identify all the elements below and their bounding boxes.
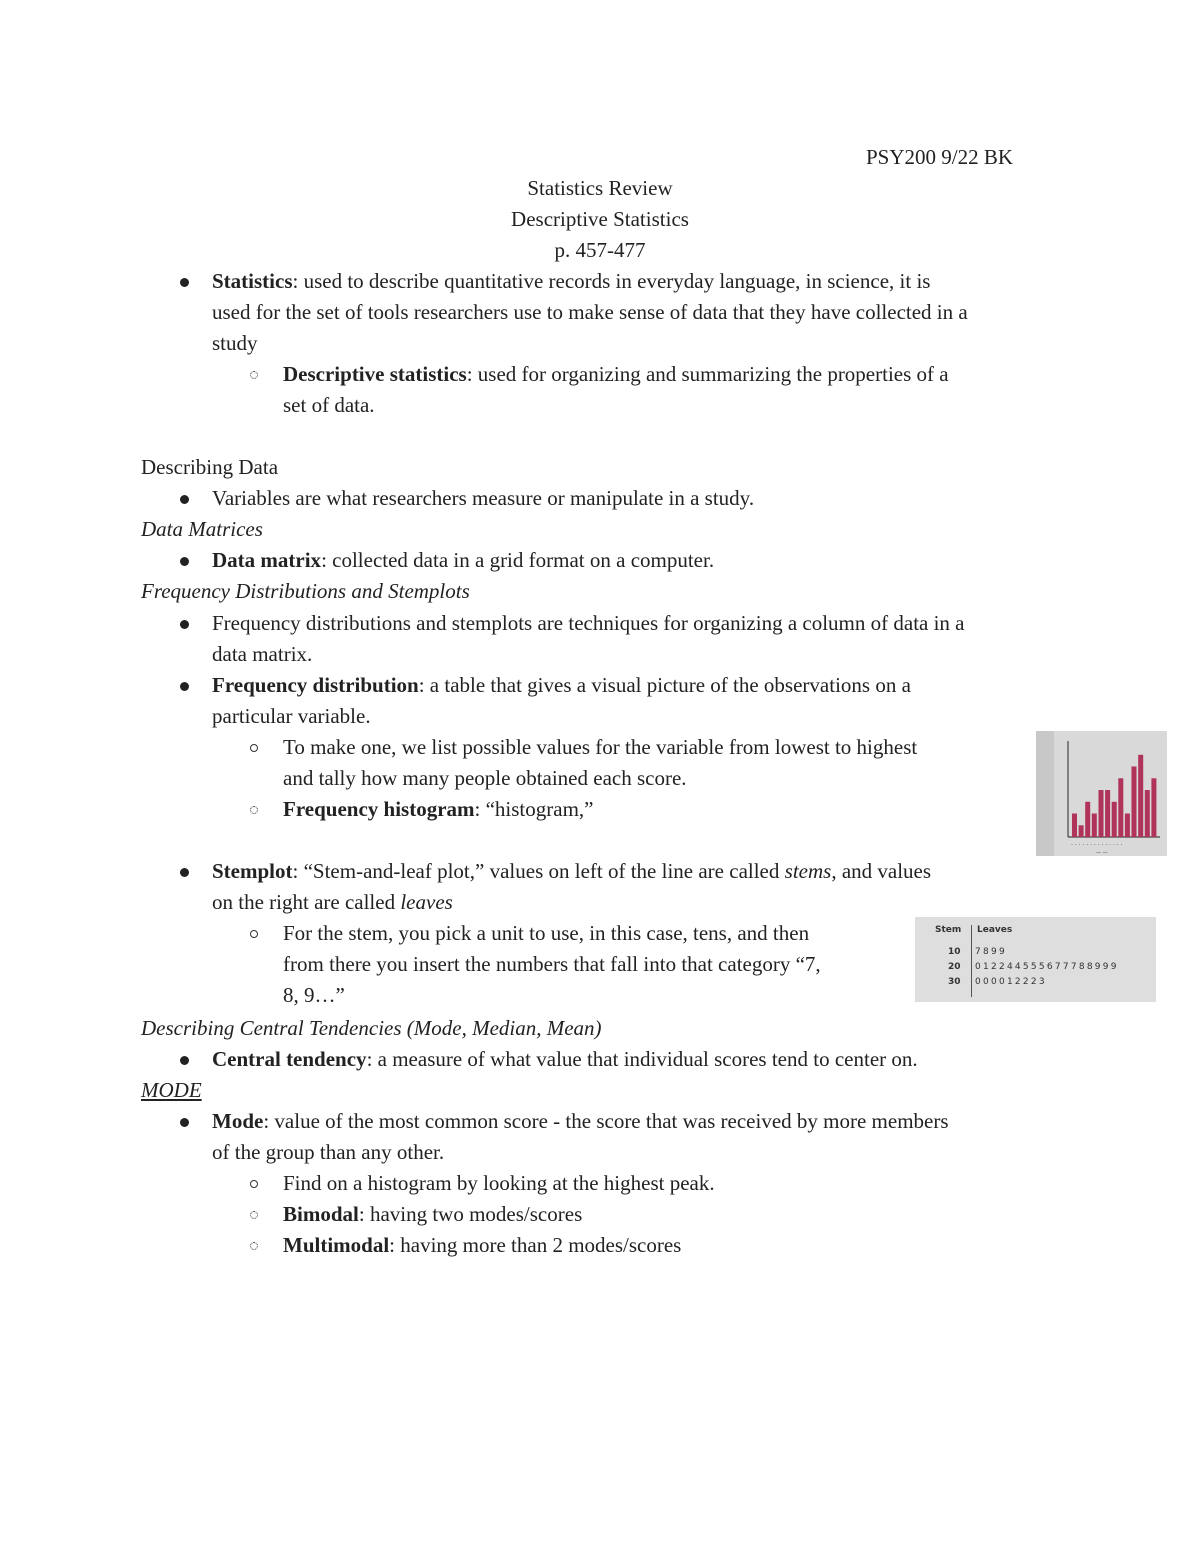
sub-bullet-icon (250, 1180, 258, 1188)
stemplot-sub-line3: 8, 9…” (283, 983, 345, 1007)
mode-def-line1: Mode: value of the most common score - the score that was received by more members (212, 1109, 949, 1133)
statistics-def-line1: Statistics: used to describe quantitative records in everyday language, in science, it is (212, 269, 931, 293)
descriptive-stats-line2: set of data. (283, 393, 375, 417)
stemplot-sub-line2: from there you insert the numbers that fall into that category “7, (283, 952, 821, 976)
leaves-value: 0 1 2 2 4 4 5 5 5 6 7 7 7 8 8 9 9 9 (975, 962, 1117, 972)
histogram-bar (1085, 802, 1090, 837)
bullet-icon (180, 1056, 189, 1065)
leaves-value: 0 0 0 0 1 2 2 2 3 (975, 977, 1045, 987)
stemplot-def-line1: Stemplot: “Stem-and-leaf plot,” values on left of the line are called stems, and values (212, 859, 932, 883)
mode-sub1: Find on a histogram by looking at the highest peak. (283, 1171, 715, 1195)
stem-divider (971, 925, 972, 997)
section-heading-central: Describing Central Tendencies (Mode, Median, Mean) (141, 1016, 602, 1040)
freq-sub1-line1: To make one, we list possible values for the variable from lowest to highest (283, 735, 918, 759)
mode-sub3: Multimodal: having more than 2 modes/scores (283, 1233, 682, 1257)
histogram-bar (1112, 802, 1117, 837)
sub-bullet-icon (250, 371, 258, 379)
svg-text:— —: — — (1096, 850, 1108, 856)
course-label: PSY200 9/22 BK (866, 145, 1014, 169)
bullet-icon (180, 682, 189, 691)
sub-bullet-icon (250, 930, 258, 938)
statistics-def-line2: used for the set of tools researchers use to make sense of data that they have collected in a (212, 300, 968, 324)
bullet-icon (180, 868, 189, 877)
histogram-chart (1036, 731, 1167, 856)
doc-subtitle: Descriptive Statistics (511, 207, 689, 231)
section-heading-describing-data: Describing Data (141, 455, 279, 479)
section-heading-mode: MODE (141, 1078, 202, 1102)
histogram-bar (1099, 790, 1104, 837)
variables-text: Variables are what researchers measure or manipulate in a study. (212, 486, 755, 510)
bullet-icon (180, 495, 189, 504)
leaves-value: 7 8 9 9 (975, 947, 1005, 957)
histogram-bar (1079, 825, 1084, 837)
freq-histogram-def: Frequency histogram: “histogram,” (283, 797, 594, 821)
stemplot-def-line2: on the right are called leaves (212, 890, 453, 914)
freq-intro-line1: Frequency distributions and stemplots are techniques for organizing a column of data in a (212, 611, 965, 635)
stemplot-image (915, 917, 1156, 1002)
bullet-icon (180, 278, 189, 287)
sub-bullet-icon (250, 744, 258, 752)
stemplot-sub-line1: For the stem, you pick a unit to use, in this case, tens, and then (283, 921, 810, 945)
mode-sub2: Bimodal: having two modes/scores (283, 1202, 583, 1226)
mode-def-line2: of the group than any other. (212, 1140, 445, 1164)
svg-text:· · · · · · · · · · · · · ·: · · · · · · · · · · · · · · (1071, 842, 1123, 849)
histogram-bar (1072, 814, 1077, 838)
freq-intro-line2: data matrix. (212, 642, 313, 666)
stem-header: Stem (935, 925, 962, 935)
central-tendency-def: Central tendency: a measure of what value that individual scores tend to center on. (212, 1047, 918, 1071)
bullet-icon (180, 557, 189, 566)
sub-bullet-icon (250, 806, 258, 814)
section-heading-data-matrices: Data Matrices (141, 517, 263, 541)
sub-bullet-icon (250, 1242, 258, 1250)
histogram-bar (1092, 814, 1097, 838)
sub-bullet-icon (250, 1211, 258, 1219)
bullet-icon (180, 620, 189, 629)
histogram-bar (1151, 778, 1156, 837)
histogram-image (1036, 731, 1167, 856)
stem-value: 30 (948, 977, 961, 987)
bullet-icon (180, 1118, 189, 1127)
descriptive-stats-line1: Descriptive statistics: used for organizing and summarizing the properties of a (283, 362, 949, 386)
freq-dist-def-line2: particular variable. (212, 704, 371, 728)
stem-value: 20 (948, 962, 961, 972)
statistics-def-line3: study (212, 331, 258, 355)
section-heading-frequency: Frequency Distributions and Stemplots (141, 579, 470, 603)
doc-title: Statistics Review (527, 176, 673, 200)
stem-value: 10 (948, 947, 961, 957)
freq-sub1-line2: and tally how many people obtained each score. (283, 766, 687, 790)
histogram-bar (1105, 790, 1110, 837)
freq-dist-def-line1: Frequency distribution: a table that gives a visual picture of the observations on a (212, 673, 911, 697)
leaves-header: Leaves (977, 925, 1013, 935)
histogram-bar (1145, 790, 1150, 837)
data-matrix-def: Data matrix: collected data in a grid format on a computer. (212, 548, 715, 572)
page-range: p. 457-477 (554, 238, 646, 262)
histogram-bar (1125, 814, 1130, 838)
histogram-bar (1138, 755, 1143, 837)
histogram-bar (1118, 778, 1123, 837)
histogram-bar (1132, 767, 1137, 838)
